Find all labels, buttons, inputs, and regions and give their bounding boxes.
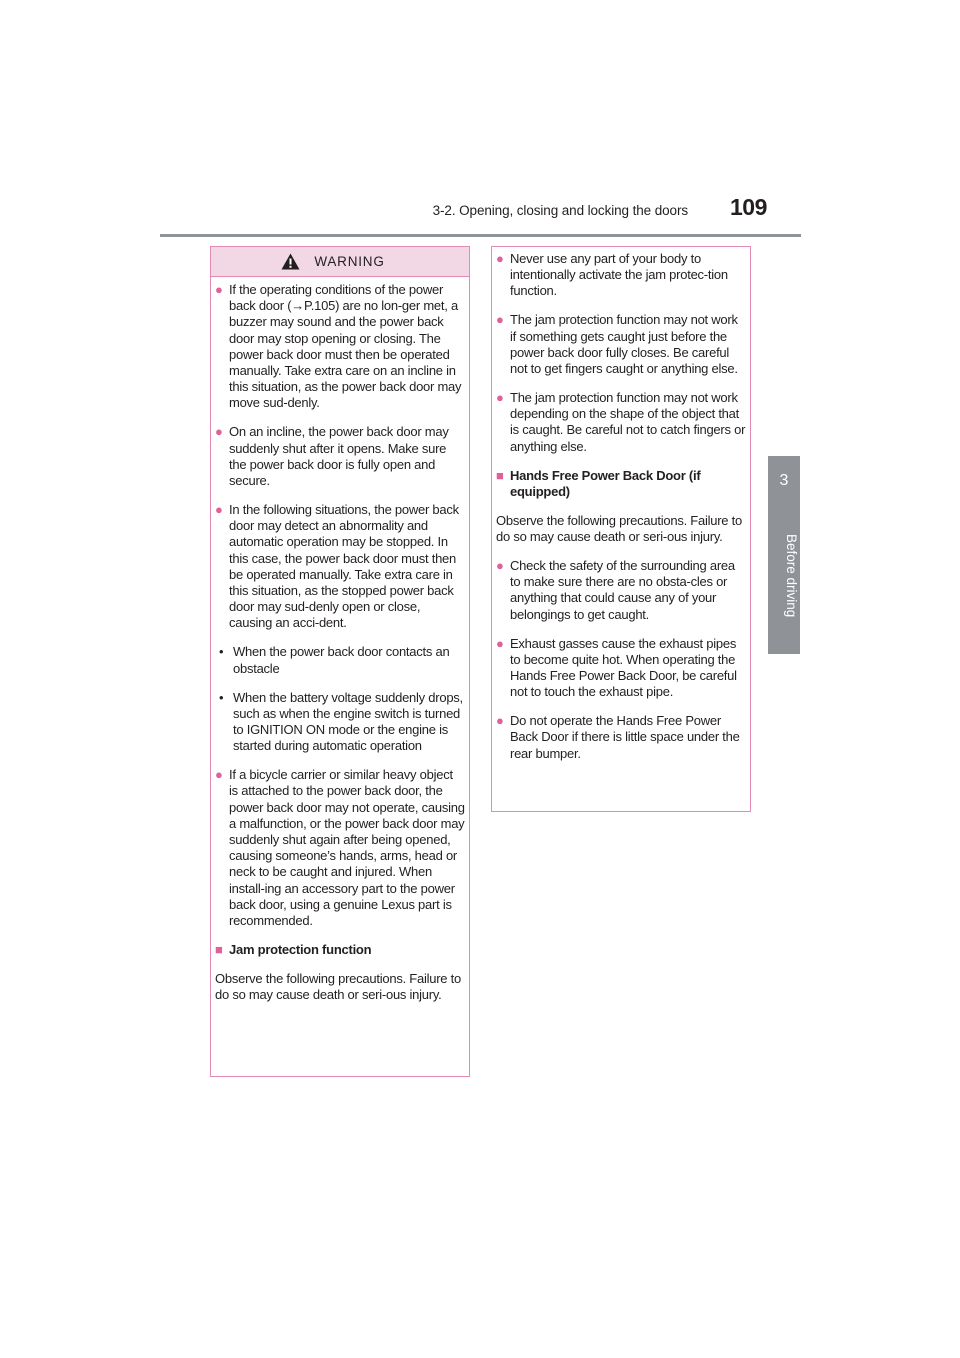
list-item-text: The jam protection function may not work depending on the shape of the object that is caught. Be careful not to catch fingers or anything else. xyxy=(510,390,746,454)
dot-icon: • xyxy=(219,689,224,705)
warning-box-left xyxy=(210,246,470,1077)
warning-body-right xyxy=(492,247,750,762)
list-item xyxy=(215,424,465,489)
bullet-icon: ● xyxy=(215,282,223,297)
bullet-icon: ● xyxy=(496,558,504,574)
list-item-text: Never use any part of your body to intentionally activate the jam protec-tion function. xyxy=(510,251,728,299)
list-item-text: The jam protection function may not work if something gets caught just before the power back door fully closes. Be careful not to get fingers caught or anything else. xyxy=(510,312,738,377)
chapter-label: Before driving xyxy=(784,534,799,618)
list-item xyxy=(496,251,746,300)
list-item-text: If a bicycle carrier or similar heavy object is attached to the power back door, the power back door may not operate, causing a malfunction, or the power back door may suddenly shut again after being opened, causing someone’s hands, arms, head or neck to be caught and injured. When install-ing an accessory part to the power back door, using a genuine Lexus part is recommended. xyxy=(229,767,465,929)
bullet-icon: ● xyxy=(215,424,223,440)
list-item-text: Do not operate the Hands Free Power Back Door if there is little space under the rear bumper. xyxy=(510,713,740,761)
paragraph: Observe the following precautions. Failure to do so may cause death or seri-ous injury. xyxy=(496,512,742,545)
list-item xyxy=(496,312,746,377)
list-item xyxy=(496,713,746,762)
square-bullet-icon: ■ xyxy=(496,467,504,483)
chapter-number: 3 xyxy=(779,472,789,489)
bullet-icon: ● xyxy=(215,502,223,518)
warning-header xyxy=(211,247,469,277)
subheading-text: Jam protection function xyxy=(229,942,372,958)
list-item-text: Exhaust gasses cause the exhaust pipes to become quite hot. When operating the Hands Free Power Back Door, be careful not to touch the exhaust pipe. xyxy=(510,635,737,700)
chapter-tab xyxy=(768,456,800,654)
list-item xyxy=(496,636,746,701)
warning-body-left xyxy=(211,282,469,1004)
list-item xyxy=(215,282,465,412)
list-item xyxy=(496,390,746,455)
header-rule xyxy=(160,234,801,237)
bullet-icon: ● xyxy=(496,390,504,406)
sub-list-item xyxy=(219,690,465,755)
section-title: 3-2. Opening, closing and locking the doors xyxy=(432,203,688,218)
bullet-icon: ● xyxy=(496,251,504,266)
subheading-hands-free xyxy=(496,468,746,500)
paragraph: Observe the following precautions. Failure to do so may cause death or seri-ous injury. xyxy=(215,971,461,1003)
subheading-jam-protection xyxy=(215,942,465,958)
list-item xyxy=(496,558,746,623)
warning-title: WARNING xyxy=(314,254,385,269)
list-item-text: On an incline, the power back door may suddenly shut after it opens. Make sure the power back door is fully open and secure. xyxy=(229,424,449,489)
dot-icon: • xyxy=(219,644,224,660)
page-number: 109 xyxy=(730,194,767,220)
list-item-text: If the operating conditions of the power back door (→P.105) are no lon-ger met, a buzzer may sound and the power back door may stop opening or closing. The power back door must then be operated manually. Take extra care on an incline in this situation, as the power back door may move sud-denly. xyxy=(229,282,462,411)
sub-list-item-text: When the battery voltage suddenly drops, such as when the engine switch is turned to IGNITION ON mode or the engine is started during automatic operation xyxy=(233,689,463,754)
list-item xyxy=(215,767,465,929)
sub-list-item xyxy=(219,644,465,676)
bullet-icon: ● xyxy=(496,312,504,328)
bullet-icon: ● xyxy=(215,767,223,783)
bullet-icon: ● xyxy=(496,635,504,651)
bullet-icon: ● xyxy=(496,713,504,729)
list-item-text: Check the safety of the surrounding area to make sure there are no obsta-cles or anything that could cause any of your belongings to get caught. xyxy=(510,558,735,622)
warning-triangle-icon xyxy=(281,253,300,270)
list-item-text: In the following situations, the power back door may detect an abnormality and automatic operation may be stopped. In this case, the power back door must then be operated manually. Take extra care in this situation, as the stopped power back door may sud-denly open or close, causing an acci-dent. xyxy=(229,502,459,631)
subheading-text: Hands Free Power Back Door (if equipped) xyxy=(510,467,701,499)
list-item xyxy=(215,502,465,632)
square-bullet-icon: ■ xyxy=(215,942,223,958)
warning-box-right xyxy=(491,246,751,812)
sub-list-item-text: When the power back door contacts an obstacle xyxy=(233,644,450,676)
